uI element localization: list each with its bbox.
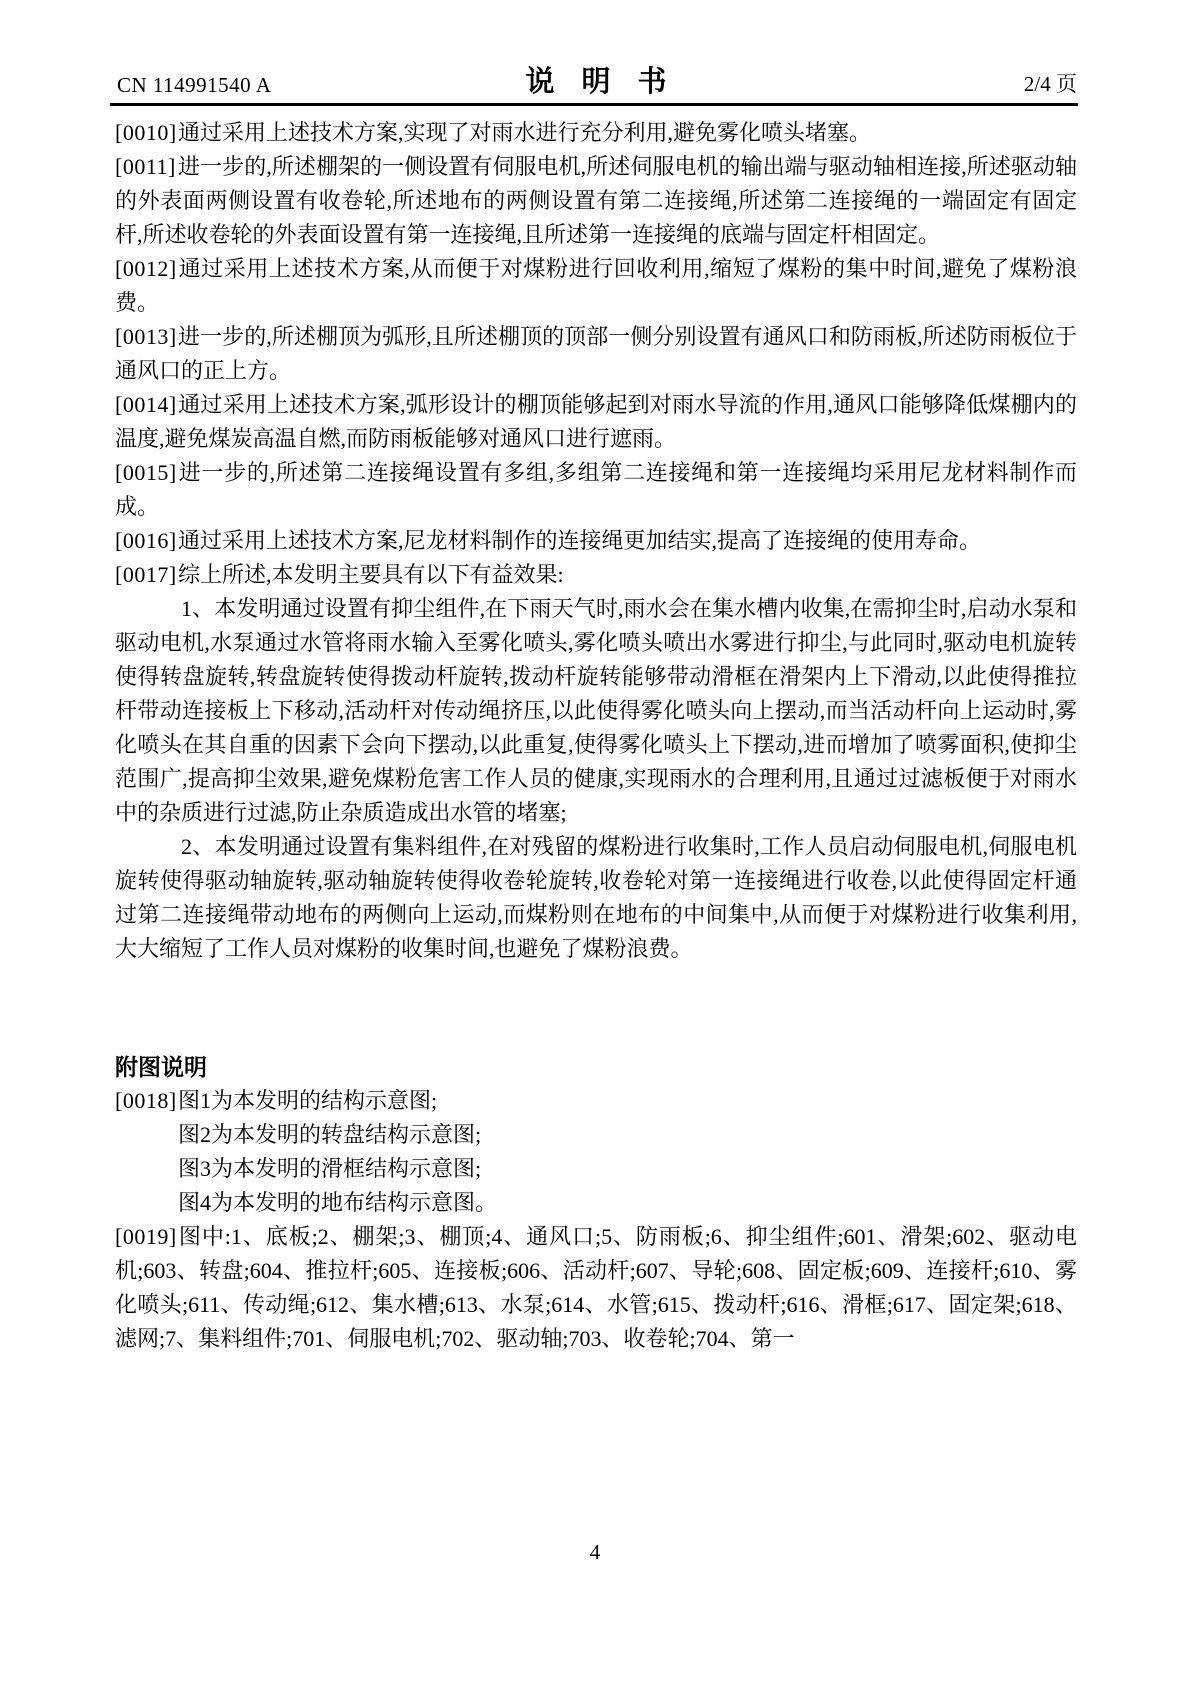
beneficial-effect-2 — [115, 830, 1077, 966]
page-header — [115, 58, 1077, 100]
para-0017 — [115, 558, 1077, 592]
paragraph-text: 图1为本发明的结构示意图; — [178, 1088, 438, 1113]
beneficial-effect-1 — [115, 592, 1077, 830]
figure-caption-4 — [115, 1186, 1077, 1220]
paragraph-text: 1、本发明通过设置有抑尘组件,在下雨天气时,雨水会在集水槽内收集,在需抑尘时,启动水泵和驱动电机,水泵通过水管将雨水输入至雾化喷头,雾化喷头喷出水雾进行抑尘,与此同时,驱动电机旋转使得转盘旋转,转盘旋转使得拨动杆旋转,拨动杆旋转能够带动滑框在滑架内上下滑动,以此使得推拉杆带动连接板上下移动,活动杆对传动绳挤压,以此使得雾化喷头向上摆动,而当活动杆向上运动时,雾化喷头在其自重的因素下会向下摆动,以此重复,使得雾化喷头上下摆动,进而增加了喷雾面积,使抑尘范围广,提高抑尘效果,避免煤粉危害工作人员的健康,实现雨水的合理利用,且通过过滤板便于对雨水中的杂质进行过滤,防止杂质造成出水管的堵塞; — [115, 596, 1077, 825]
paragraph-text: 图2为本发明的转盘结构示意图; — [178, 1122, 482, 1147]
document-number: CN 114991540 A — [117, 73, 272, 97]
page-number: 4 — [589, 1540, 601, 1564]
para-0012 — [115, 252, 1077, 320]
paragraph-tag: [0019] — [115, 1224, 177, 1249]
document-title: 说明书 — [525, 66, 694, 98]
page-indicator: 2/4 页 — [1023, 72, 1077, 96]
paragraph-text: 通过采用上述技术方案,实现了对雨水进行充分利用,避免雾化喷头堵塞。 — [178, 120, 872, 145]
paragraph-tag: [0015] — [115, 460, 177, 485]
paragraph-tag: [0017] — [115, 562, 177, 587]
para-0010 — [115, 116, 1077, 150]
paragraph-tag: [0016] — [115, 528, 177, 553]
para-0016 — [115, 524, 1077, 558]
paragraph-tag: [0014] — [115, 392, 177, 417]
figure-caption-2 — [115, 1118, 1077, 1152]
para-0015 — [115, 456, 1077, 524]
figure-caption-3 — [115, 1152, 1077, 1186]
paragraph-text: 图中:1、底板;2、棚架;3、棚顶;4、通风口;5、防雨板;6、抑尘组件;601、滑架;602、驱动电机;603、转盘;604、推拉杆;605、连接板;606、活动杆;607、导轮;608、固定板;609、连接杆;610、雾化喷头;611、传动绳;612、集水槽;613、水泵;614、水管;615、拨动杆;616、滑框;617、固定架;618、滤网;7、集料组件;701、伺服电机;702、驱动轴;703、收卷轮;704、第一 — [115, 1224, 1077, 1351]
paragraph-text: 通过采用上述技术方案,从而便于对煤粉进行回收利用,缩短了煤粉的集中时间,避免了煤粉浪费。 — [115, 256, 1077, 315]
paragraph-tag: [0018] — [115, 1088, 177, 1113]
header-divider — [110, 103, 1078, 106]
paragraph-text: 进一步的,所述棚顶为弧形,且所述棚顶的顶部一侧分别设置有通风口和防雨板,所述防雨板位于通风口的正上方。 — [115, 324, 1077, 383]
paragraph-text: 进一步的,所述第二连接绳设置有多组,多组第二连接绳和第一连接绳均采用尼龙材料制作而成。 — [115, 460, 1077, 519]
paragraph-text: 图4为本发明的地布结构示意图。 — [178, 1190, 498, 1215]
para-0019 — [115, 1220, 1077, 1356]
paragraph-tag: [0013] — [115, 324, 177, 349]
paragraph-text: 图3为本发明的滑框结构示意图; — [178, 1156, 482, 1181]
paragraph-text: 2、本发明通过设置有集料组件,在对残留的煤粉进行收集时,工作人员启动伺服电机,伺服电机旋转使得驱动轴旋转,驱动轴旋转使得收卷轮旋转,收卷轮对第一连接绳进行收卷,以此使得固定杆通过第二连接绳带动地布的两侧向上运动,而煤粉则在地布的中间集中,从而便于对煤粉进行收集利用,大大缩短了工作人员对煤粉的收集时间,也避免了煤粉浪费。 — [115, 834, 1077, 961]
para-0014 — [115, 388, 1077, 456]
paragraph-text: 通过采用上述技术方案,尼龙材料制作的连接绳更加结实,提高了连接绳的使用寿命。 — [178, 528, 982, 553]
document-body — [115, 116, 1077, 1356]
paragraph-text: 附图说明 — [115, 1054, 207, 1080]
paragraph-tag: [0011] — [115, 154, 176, 179]
paragraph-text: 通过采用上述技术方案,弧形设计的棚顶能够起到对雨水导流的作用,通风口能够降低煤棚内的温度,避免煤炭高温自燃,而防雨板能够对通风口进行遮雨。 — [115, 392, 1077, 451]
para-0013 — [115, 320, 1077, 388]
para-0018 — [115, 1084, 1077, 1118]
page-footer — [0, 1540, 1190, 1565]
paragraph-tag: [0012] — [115, 256, 177, 281]
figures-heading — [115, 1050, 1077, 1084]
para-0011 — [115, 150, 1077, 252]
paragraph-text: 进一步的,所述棚架的一侧设置有伺服电机,所述伺服电机的输出端与驱动轴相连接,所述驱动轴的外表面两侧设置有收卷轮,所述地布的两侧设置有第二连接绳,所述第二连接绳的一端固定有固定杆,所述收卷轮的外表面设置有第一连接绳,且所述第一连接绳的底端与固定杆相固定。 — [115, 154, 1077, 247]
paragraph-tag: [0010] — [115, 120, 177, 145]
paragraph-text: 综上所述,本发明主要具有以下有益效果: — [178, 562, 564, 587]
